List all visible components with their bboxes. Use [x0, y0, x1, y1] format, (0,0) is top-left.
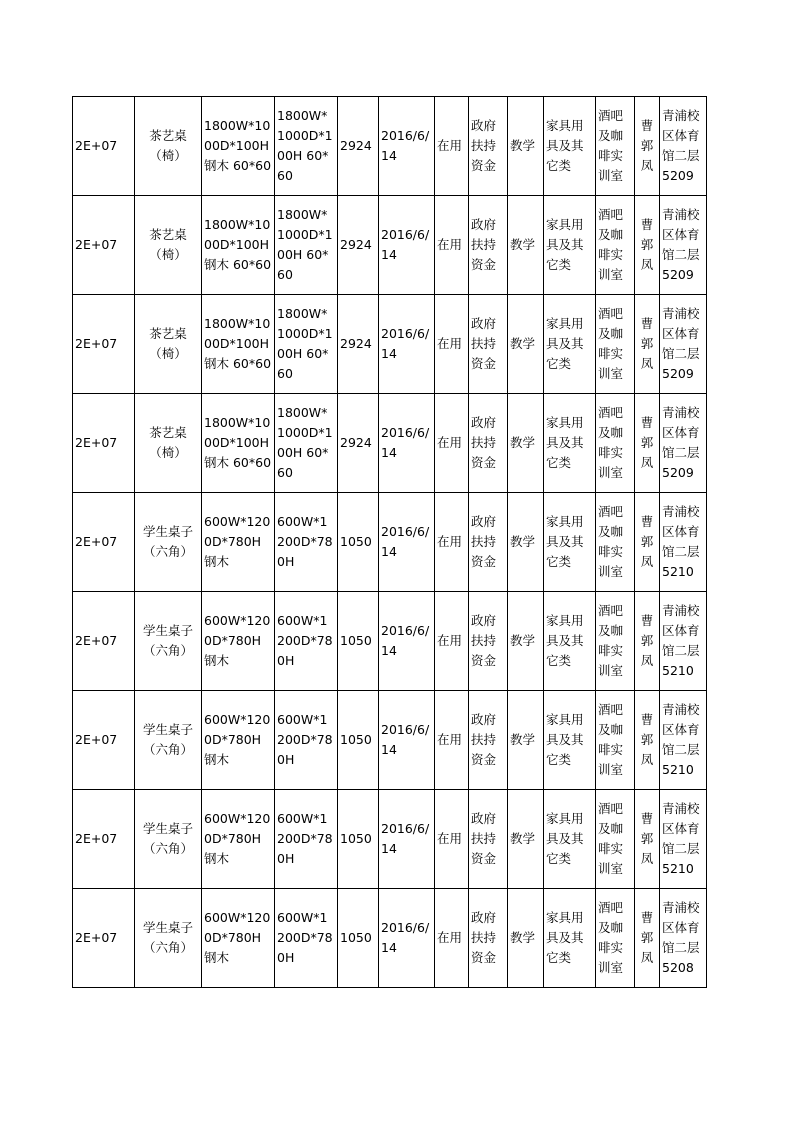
- status-cell-text: 在用: [437, 138, 463, 153]
- price-cell: [338, 97, 379, 196]
- location-cell-text: 青浦校区体育馆二层5209: [662, 405, 700, 480]
- location-cell: [660, 97, 707, 196]
- category-cell: [544, 196, 596, 295]
- spec-cell: [202, 889, 275, 988]
- keeper-cell: [635, 394, 660, 493]
- keeper-cell-text: 曹郭凤: [640, 712, 654, 767]
- spec-cell: [202, 691, 275, 790]
- department-cell-text: 酒吧及咖啡实训室: [598, 801, 624, 876]
- date-cell: [379, 97, 435, 196]
- status-cell: [435, 394, 469, 493]
- spec-cell: [202, 295, 275, 394]
- keeper-cell: [635, 97, 660, 196]
- price-cell-text: 1050: [340, 930, 372, 945]
- asset-table: [72, 96, 707, 988]
- keeper-cell: [635, 691, 660, 790]
- status-cell-text: 在用: [437, 732, 463, 747]
- asset-code-cell: [73, 889, 135, 988]
- spec-cell: [202, 493, 275, 592]
- location-cell-text: 青浦校区体育馆二层5210: [662, 603, 700, 678]
- date-cell: [379, 196, 435, 295]
- category-cell-text: 家具用具及其它类: [546, 217, 584, 272]
- spec-cell-text: 1800W*1000D*100H钢木 60*60: [204, 217, 272, 272]
- fund-source-cell-text: 政府扶持资金: [471, 217, 497, 272]
- location-cell-text: 青浦校区体育馆二层5209: [662, 108, 700, 183]
- status-cell: [435, 97, 469, 196]
- price-cell: [338, 691, 379, 790]
- category-cell-text: 家具用具及其它类: [546, 712, 584, 767]
- location-cell-text: 青浦校区体育馆二层5209: [662, 207, 700, 282]
- keeper-cell-text: 曹郭凤: [640, 217, 654, 272]
- asset-name-cell-text: 学生桌子（六角）: [142, 920, 193, 955]
- status-cell: [435, 790, 469, 889]
- date-cell: [379, 790, 435, 889]
- status-cell-text: 在用: [437, 633, 463, 648]
- location-cell-text: 青浦校区体育馆二层5209: [662, 306, 700, 381]
- location-cell: [660, 394, 707, 493]
- department-cell-text: 酒吧及咖啡实训室: [598, 900, 624, 975]
- usage-cell: [508, 196, 544, 295]
- asset-name-cell-text: 茶艺桌（椅）: [149, 326, 187, 361]
- location-cell: [660, 295, 707, 394]
- spec-cell: [202, 592, 275, 691]
- status-cell: [435, 691, 469, 790]
- spec-cell-text: 600W*1200D*780H钢木: [204, 811, 271, 866]
- location-cell-text: 青浦校区体育馆二层5210: [662, 801, 700, 876]
- spec-cell-text: 1800W*1000D*100H钢木 60*60: [204, 316, 272, 371]
- department-cell-text: 酒吧及咖啡实训室: [598, 207, 624, 282]
- asset-code-cell-text: 2E+07: [75, 633, 118, 648]
- department-cell: [596, 394, 635, 493]
- keeper-cell: [635, 790, 660, 889]
- usage-cell: [508, 790, 544, 889]
- usage-cell: [508, 394, 544, 493]
- fund-source-cell: [469, 889, 508, 988]
- location-cell: [660, 493, 707, 592]
- date-cell: [379, 889, 435, 988]
- price-cell: [338, 889, 379, 988]
- usage-cell-text: 教学: [510, 732, 536, 747]
- asset-name-cell: [135, 493, 202, 592]
- keeper-cell-text: 曹郭凤: [640, 415, 654, 470]
- fund-source-cell-text: 政府扶持资金: [471, 118, 497, 173]
- model-cell-text: 600W*1200D*780H: [277, 910, 333, 965]
- date-cell: [379, 493, 435, 592]
- status-cell: [435, 196, 469, 295]
- category-cell-text: 家具用具及其它类: [546, 316, 584, 371]
- keeper-cell-text: 曹郭凤: [640, 811, 654, 866]
- price-cell-text: 2924: [340, 435, 372, 450]
- price-cell-text: 2924: [340, 138, 372, 153]
- table-row: [73, 691, 707, 790]
- category-cell: [544, 889, 596, 988]
- keeper-cell-text: 曹郭凤: [640, 613, 654, 668]
- usage-cell-text: 教学: [510, 930, 536, 945]
- keeper-cell: [635, 295, 660, 394]
- table-body: [73, 97, 707, 988]
- asset-name-cell-text: 学生桌子（六角）: [142, 524, 193, 559]
- keeper-cell-text: 曹郭凤: [640, 514, 654, 569]
- department-cell: [596, 889, 635, 988]
- category-cell: [544, 394, 596, 493]
- status-cell-text: 在用: [437, 435, 463, 450]
- asset-code-cell: [73, 394, 135, 493]
- spec-cell: [202, 394, 275, 493]
- fund-source-cell: [469, 97, 508, 196]
- model-cell: [275, 889, 338, 988]
- date-cell-text: 2016/6/14: [381, 920, 430, 955]
- price-cell: [338, 196, 379, 295]
- fund-source-cell: [469, 493, 508, 592]
- usage-cell-text: 教学: [510, 534, 536, 549]
- department-cell-text: 酒吧及咖啡实训室: [598, 306, 624, 381]
- date-cell-text: 2016/6/14: [381, 821, 430, 856]
- location-cell-text: 青浦校区体育馆二层5210: [662, 504, 700, 579]
- table-row: [73, 592, 707, 691]
- asset-code-cell-text: 2E+07: [75, 435, 118, 450]
- asset-sheet: [72, 96, 707, 988]
- usage-cell: [508, 493, 544, 592]
- usage-cell-text: 教学: [510, 237, 536, 252]
- table-row: [73, 493, 707, 592]
- category-cell-text: 家具用具及其它类: [546, 118, 584, 173]
- date-cell-text: 2016/6/14: [381, 227, 430, 262]
- date-cell-text: 2016/6/14: [381, 524, 430, 559]
- location-cell: [660, 691, 707, 790]
- model-cell-text: 1800W*1000D*100H 60*60: [277, 207, 333, 282]
- price-cell-text: 1050: [340, 534, 372, 549]
- department-cell-text: 酒吧及咖啡实训室: [598, 108, 624, 183]
- fund-source-cell: [469, 790, 508, 889]
- model-cell-text: 1800W*1000D*100H 60*60: [277, 108, 333, 183]
- usage-cell: [508, 889, 544, 988]
- fund-source-cell: [469, 295, 508, 394]
- asset-code-cell: [73, 790, 135, 889]
- spec-cell: [202, 196, 275, 295]
- category-cell: [544, 493, 596, 592]
- asset-code-cell: [73, 691, 135, 790]
- model-cell: [275, 790, 338, 889]
- fund-source-cell: [469, 196, 508, 295]
- usage-cell: [508, 592, 544, 691]
- date-cell-text: 2016/6/14: [381, 623, 430, 658]
- date-cell: [379, 394, 435, 493]
- date-cell: [379, 592, 435, 691]
- table-row: [73, 97, 707, 196]
- asset-name-cell: [135, 889, 202, 988]
- table-row: [73, 295, 707, 394]
- department-cell-text: 酒吧及咖啡实训室: [598, 405, 624, 480]
- category-cell: [544, 295, 596, 394]
- asset-code-cell: [73, 493, 135, 592]
- spec-cell-text: 600W*1200D*780H钢木: [204, 910, 271, 965]
- keeper-cell: [635, 592, 660, 691]
- spec-cell-text: 600W*1200D*780H钢木: [204, 613, 271, 668]
- department-cell: [596, 790, 635, 889]
- table-row: [73, 889, 707, 988]
- category-cell: [544, 790, 596, 889]
- usage-cell-text: 教学: [510, 138, 536, 153]
- spec-cell-text: 600W*1200D*780H钢木: [204, 712, 271, 767]
- model-cell: [275, 97, 338, 196]
- asset-name-cell: [135, 790, 202, 889]
- department-cell-text: 酒吧及咖啡实训室: [598, 504, 624, 579]
- price-cell: [338, 394, 379, 493]
- fund-source-cell-text: 政府扶持资金: [471, 712, 497, 767]
- category-cell: [544, 592, 596, 691]
- department-cell: [596, 493, 635, 592]
- usage-cell-text: 教学: [510, 633, 536, 648]
- model-cell-text: 600W*1200D*780H: [277, 712, 333, 767]
- department-cell: [596, 592, 635, 691]
- date-cell-text: 2016/6/14: [381, 128, 430, 163]
- model-cell: [275, 394, 338, 493]
- fund-source-cell-text: 政府扶持资金: [471, 910, 497, 965]
- spec-cell: [202, 97, 275, 196]
- status-cell-text: 在用: [437, 534, 463, 549]
- location-cell-text: 青浦校区体育馆二层5208: [662, 900, 700, 975]
- price-cell-text: 1050: [340, 831, 372, 846]
- asset-name-cell-text: 茶艺桌（椅）: [149, 128, 187, 163]
- model-cell-text: 1800W*1000D*100H 60*60: [277, 306, 333, 381]
- department-cell-text: 酒吧及咖啡实训室: [598, 702, 624, 777]
- date-cell-text: 2016/6/14: [381, 425, 430, 460]
- model-cell: [275, 592, 338, 691]
- model-cell-text: 600W*1200D*780H: [277, 613, 333, 668]
- asset-name-cell-text: 茶艺桌（椅）: [149, 425, 187, 460]
- asset-name-cell: [135, 97, 202, 196]
- usage-cell-text: 教学: [510, 435, 536, 450]
- date-cell-text: 2016/6/14: [381, 326, 430, 361]
- status-cell: [435, 592, 469, 691]
- keeper-cell: [635, 196, 660, 295]
- price-cell-text: 2924: [340, 336, 372, 351]
- asset-name-cell-text: 茶艺桌（椅）: [149, 227, 187, 262]
- department-cell: [596, 196, 635, 295]
- usage-cell: [508, 691, 544, 790]
- status-cell-text: 在用: [437, 336, 463, 351]
- department-cell: [596, 691, 635, 790]
- keeper-cell-text: 曹郭凤: [640, 316, 654, 371]
- date-cell-text: 2016/6/14: [381, 722, 430, 757]
- model-cell: [275, 196, 338, 295]
- category-cell-text: 家具用具及其它类: [546, 910, 584, 965]
- asset-name-cell: [135, 196, 202, 295]
- asset-code-cell-text: 2E+07: [75, 237, 118, 252]
- asset-code-cell-text: 2E+07: [75, 930, 118, 945]
- category-cell-text: 家具用具及其它类: [546, 613, 584, 668]
- asset-name-cell-text: 学生桌子（六角）: [142, 821, 193, 856]
- model-cell: [275, 295, 338, 394]
- location-cell: [660, 790, 707, 889]
- price-cell: [338, 493, 379, 592]
- price-cell-text: 1050: [340, 633, 372, 648]
- table-row: [73, 394, 707, 493]
- asset-name-cell: [135, 691, 202, 790]
- model-cell-text: 600W*1200D*780H: [277, 811, 333, 866]
- fund-source-cell-text: 政府扶持资金: [471, 514, 497, 569]
- department-cell-text: 酒吧及咖啡实训室: [598, 603, 624, 678]
- status-cell-text: 在用: [437, 930, 463, 945]
- asset-code-cell: [73, 592, 135, 691]
- usage-cell: [508, 295, 544, 394]
- department-cell: [596, 97, 635, 196]
- category-cell: [544, 691, 596, 790]
- asset-code-cell: [73, 97, 135, 196]
- price-cell-text: 2924: [340, 237, 372, 252]
- status-cell: [435, 493, 469, 592]
- keeper-cell: [635, 493, 660, 592]
- spec-cell-text: 1800W*1000D*100H钢木 60*60: [204, 415, 272, 470]
- status-cell: [435, 295, 469, 394]
- fund-source-cell-text: 政府扶持资金: [471, 415, 497, 470]
- category-cell-text: 家具用具及其它类: [546, 811, 584, 866]
- keeper-cell: [635, 889, 660, 988]
- location-cell: [660, 889, 707, 988]
- asset-code-cell-text: 2E+07: [75, 831, 118, 846]
- fund-source-cell: [469, 691, 508, 790]
- asset-name-cell: [135, 295, 202, 394]
- fund-source-cell-text: 政府扶持资金: [471, 613, 497, 668]
- keeper-cell-text: 曹郭凤: [640, 118, 654, 173]
- spec-cell-text: 1800W*1000D*100H钢木 60*60: [204, 118, 272, 173]
- price-cell: [338, 295, 379, 394]
- price-cell-text: 1050: [340, 732, 372, 747]
- model-cell-text: 600W*1200D*780H: [277, 514, 333, 569]
- category-cell: [544, 97, 596, 196]
- usage-cell-text: 教学: [510, 336, 536, 351]
- model-cell: [275, 691, 338, 790]
- date-cell: [379, 691, 435, 790]
- asset-name-cell-text: 学生桌子（六角）: [142, 623, 193, 658]
- asset-name-cell-text: 学生桌子（六角）: [142, 722, 193, 757]
- category-cell-text: 家具用具及其它类: [546, 514, 584, 569]
- fund-source-cell: [469, 592, 508, 691]
- asset-code-cell-text: 2E+07: [75, 534, 118, 549]
- asset-code-cell-text: 2E+07: [75, 138, 118, 153]
- keeper-cell-text: 曹郭凤: [640, 910, 654, 965]
- date-cell: [379, 295, 435, 394]
- asset-name-cell: [135, 592, 202, 691]
- location-cell: [660, 592, 707, 691]
- price-cell: [338, 790, 379, 889]
- fund-source-cell-text: 政府扶持资金: [471, 811, 497, 866]
- usage-cell-text: 教学: [510, 831, 536, 846]
- asset-code-cell-text: 2E+07: [75, 336, 118, 351]
- usage-cell: [508, 97, 544, 196]
- status-cell-text: 在用: [437, 831, 463, 846]
- price-cell: [338, 592, 379, 691]
- table-row: [73, 790, 707, 889]
- fund-source-cell: [469, 394, 508, 493]
- location-cell-text: 青浦校区体育馆二层5210: [662, 702, 700, 777]
- asset-code-cell-text: 2E+07: [75, 732, 118, 747]
- status-cell-text: 在用: [437, 237, 463, 252]
- asset-name-cell: [135, 394, 202, 493]
- asset-code-cell: [73, 196, 135, 295]
- location-cell: [660, 196, 707, 295]
- department-cell: [596, 295, 635, 394]
- spec-cell: [202, 790, 275, 889]
- asset-code-cell: [73, 295, 135, 394]
- spec-cell-text: 600W*1200D*780H钢木: [204, 514, 271, 569]
- category-cell-text: 家具用具及其它类: [546, 415, 584, 470]
- model-cell: [275, 493, 338, 592]
- fund-source-cell-text: 政府扶持资金: [471, 316, 497, 371]
- model-cell-text: 1800W*1000D*100H 60*60: [277, 405, 333, 480]
- status-cell: [435, 889, 469, 988]
- table-row: [73, 196, 707, 295]
